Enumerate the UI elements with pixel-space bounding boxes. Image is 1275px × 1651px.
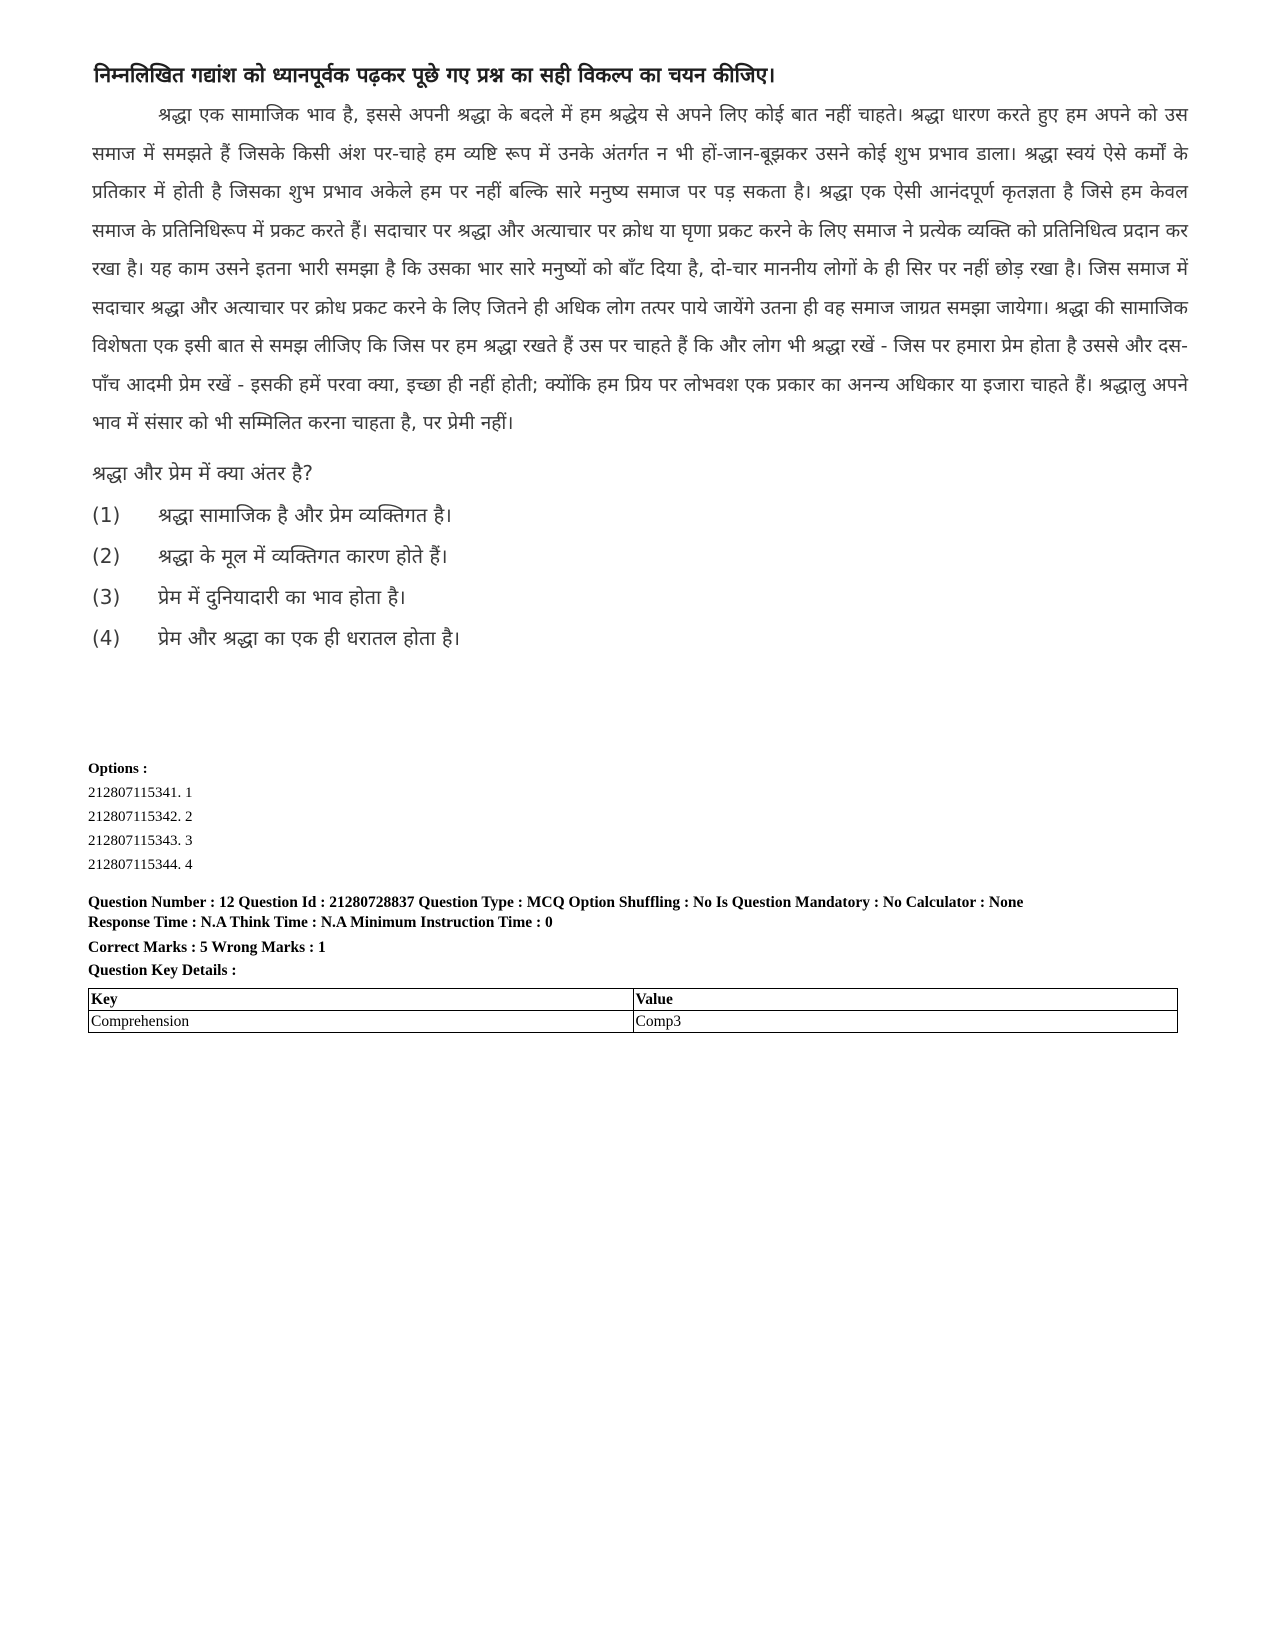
table-cell-value: Comp3 [633, 1011, 1178, 1033]
table-cell-key: Comprehension [89, 1011, 634, 1033]
question-info-line-2: Response Time : N.A Think Time : N.A Minimum Instruction Time : 0 [88, 914, 553, 931]
choice-3 [92, 577, 1188, 618]
key-details-table [88, 988, 1178, 1033]
passage-text: श्रद्धा एक सामाजिक भाव है, इससे अपनी श्रद्धा के बदले में हम श्रद्धेय से अपने लिए कोई बात नहीं चाहते। श्रद्धा धारण करते हुए हम अपने को उस समाज में समझते हैं जिसके किसी अंश पर-चाहे हम व्यष्टि रूप में उनके अंतर्गत न भी हों-जान-बूझकर उसने कोई शुभ प्रभाव डाला। श्रद्धा स्वयं ऐसे कर्मों के प्रतिकार में होती है जिसका शुभ प्रभाव अकेले हम पर नहीं बल्कि सारे मनुष्य समाज पर पड़ सकता है। श्रद्धा एक ऐसी आनंदपूर्ण कृतज्ञता है जिसे हम केवल समाज के प्रतिनिधिरूप में प्रकट करते हैं। सदाचार पर श्रद्धा और अत्याचार पर क्रोध या घृणा प्रकट करने के लिए समाज ने प्रत्येक व्यक्ति को प्रतिनिधित्व प्रदान कर रखा है। यह काम उसने इतना भारी समझा है कि उसका भार सारे मनुष्यों को बाँट दिया है, दो-चार माननीय लोगों के ही सिर पर नहीं छोड़ रखा है। जिस समाज में सदाचार श्रद्धा और अत्याचार पर क्रोध प्रकट करने के लिए जितने ही अधिक लोग तत्पर पाये जायेंगे उतना ही वह समाज जाग्रत समझा जायेगा। श्रद्धा की सामाजिक विशेषता एक इसी बात से समझ लीजिए कि जिस पर हम श्रद्धा रखते हैं उस पर चाहते हैं कि और लोग भी श्रद्धा रखें - जिस पर हमारा प्रेम होता है उससे और दस-पाँच आदमी प्रेम रखें - इसकी हमें परवा क्या, इच्छा ही नहीं होती; क्योंकि हम प्रिय पर लोभवश एक प्रकार का अनन्य अधिकार या इजारा चाहते हैं। श्रद्धालु अपने भाव में संसार को भी सम्मिलित करना चाहता है, पर प्रेमी नहीं। [92, 104, 1188, 434]
question-text: श्रद्धा और प्रेम में क्या अंतर है? [92, 460, 313, 485]
choice-text: श्रद्धा सामाजिक है और प्रेम व्यक्तिगत है। [158, 502, 452, 527]
choice-1 [92, 495, 1188, 536]
options-block [88, 758, 1188, 877]
choice-text: प्रेम में दुनियादारी का भाव होता है। [158, 584, 406, 609]
option-item: 212807115344. 4 [88, 857, 193, 873]
comprehension-image [88, 60, 1188, 659]
table-header-key: Key [89, 989, 634, 1011]
instruction-heading: निम्नलिखित गद्यांश को ध्यानपूर्वक पढ़कर पूछे गए प्रश्न का सही विकल्प का चयन कीजिए। [94, 63, 776, 87]
options-label: Options : [88, 761, 148, 777]
marks-block [88, 937, 326, 983]
table-row [89, 1011, 1178, 1033]
marks-text: Correct Marks : 5 Wrong Marks : 1 [88, 939, 326, 956]
choice-number: (4) [92, 625, 121, 650]
key-details-label: Question Key Details : [88, 962, 237, 979]
choice-4 [92, 618, 1188, 659]
option-item: 212807115343. 3 [88, 833, 193, 849]
table-header-row [89, 989, 1178, 1011]
choice-number: (1) [92, 502, 121, 527]
option-item: 212807115342. 2 [88, 809, 193, 825]
question-info-line-1: Question Number : 12 Question Id : 21280728837 Question Type : MCQ Option Shuffling : No Is Question Mandatory : No Calculator : None [88, 894, 1024, 911]
choice-text: श्रद्धा के मूल में व्यक्तिगत कारण होते हैं। [158, 543, 448, 568]
choice-text: प्रेम और श्रद्धा का एक ही धरातल होता है। [158, 625, 461, 650]
question-info [88, 893, 1198, 933]
table-header-value: Value [633, 989, 1178, 1011]
choice-2 [92, 536, 1188, 577]
choice-number: (3) [92, 584, 121, 609]
choice-number: (2) [92, 543, 121, 568]
option-item: 212807115341. 1 [88, 785, 193, 801]
